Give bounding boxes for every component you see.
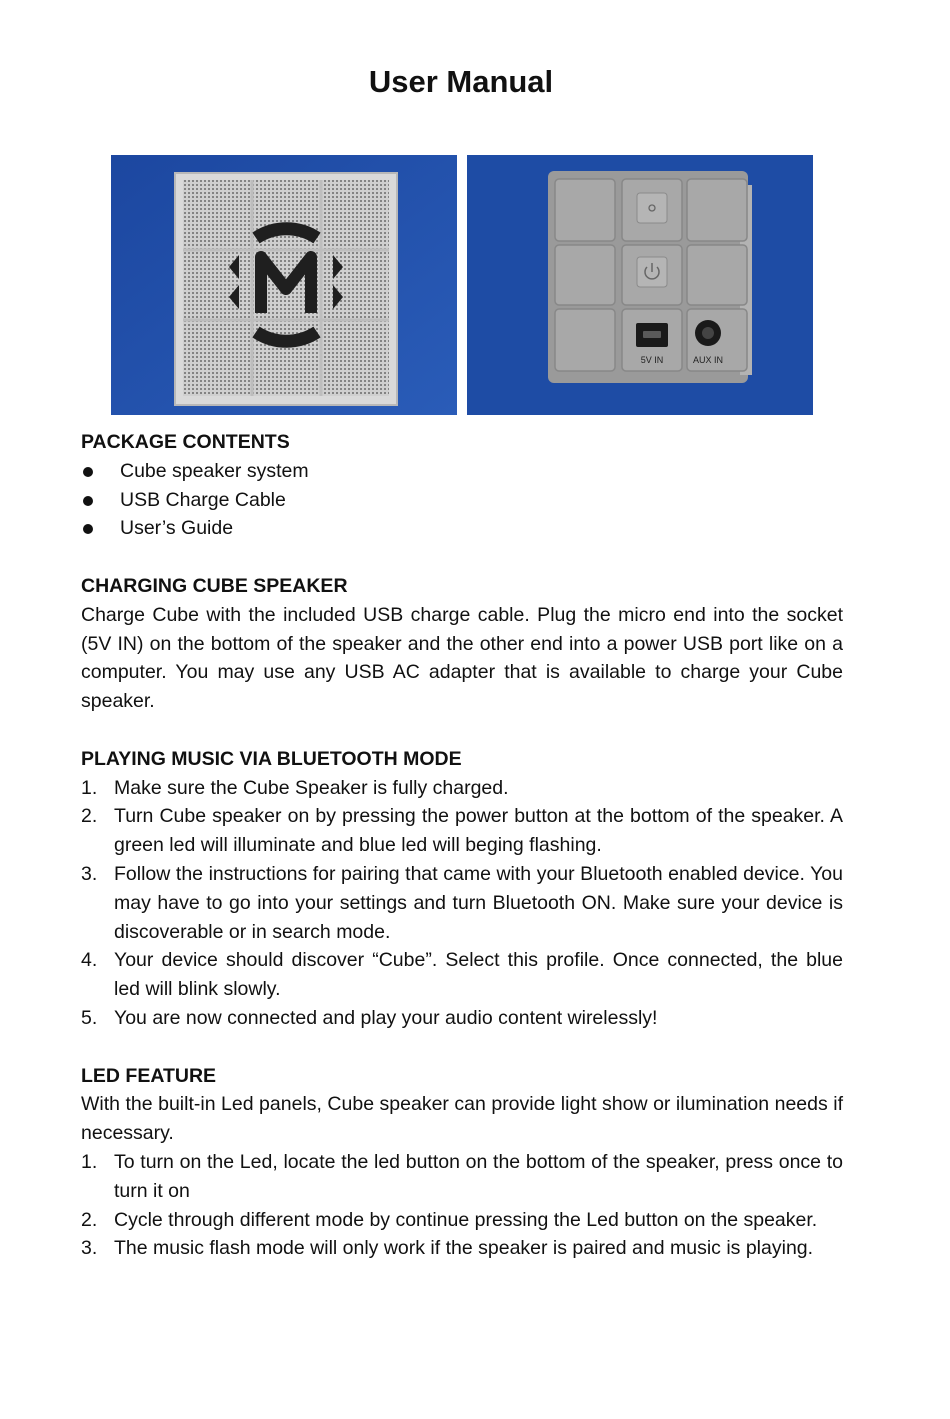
list-item-text: USB Charge Cable [120,488,286,511]
package-heading: PACKAGE CONTENTS [81,431,290,453]
step-text: The music flash mode will only work if the speaker is paired and music is playing. [114,1237,814,1260]
step-item: 5. You are now connected and play your audio content wirelessly! [81,1006,658,1029]
step-text: Your device should discover “Cube”. Select this profile. Once connected, the blue led will blink slowly. [114,949,843,1001]
bluetooth-heading: PLAYING MUSIC VIA BLUETOOTH MODE [81,747,462,770]
list-item [81,514,843,543]
page-title: User Manual [368,64,554,99]
bullet-icon [83,467,93,477]
package-list [81,457,843,543]
step-item: 1. To turn on the Led, locate the led button on the bottom of the speaker, press once to turn it on [81,1150,843,1202]
step-item: 1. Make sure the Cube Speaker is fully charged. [81,776,509,799]
step-item: 2. Turn Cube speaker on by pressing the power button at the bottom of the speaker. A green led will illuminate and blue led will beging flashing. [81,805,843,857]
bullet-icon [83,524,93,534]
step-item: 3. The music flash mode will only work if the speaker is paired and music is playing. [81,1237,814,1260]
bullet-icon [83,496,93,506]
led-heading: LED FEATURE [81,1064,217,1087]
list-item [81,486,843,515]
step-item: 2. Cycle through different mode by continue pressing the Led button on the speaker. [81,1208,818,1231]
charging-heading: CHARGING CUBE SPEAKER [81,574,348,597]
speaker-front-photo [111,155,457,415]
led-steps [81,1148,843,1263]
manual-content [81,428,843,1263]
step-text: Follow the instructions for pairing that came with your Bluetooth enabled device. You may have to go into your settings and turn Bluetooth ON. Make sure your device is discoverable or in search mode. [114,862,843,943]
step-text: You are now connected and play your audio content wirelessly! [114,1006,658,1029]
bluetooth-steps [81,774,843,1033]
step-text: Turn Cube speaker on by pressing the power button at the bottom of the speaker. A green led will illuminate and blue led will beging flashing. [114,805,843,857]
step-item: 4. Your device should discover “Cube”. Select this profile. Once connected, the blue led will blink slowly. [81,949,843,1001]
list-item-text: User’s Guide [120,517,234,540]
usb-port-label: 5V IN [640,355,664,365]
charging-text: Charge Cube with the included USB charge cable. Plug the micro end into the socket (5V IN) on the bottom of the speaker and the other end into a power USB port like on a computer. You may use any USB AC adapter that is available to charge your Cube speaker. [81,603,843,713]
step-text: Cycle through different mode by continue pressing the Led button on the speaker. [114,1208,818,1231]
speaker-back-photo [467,155,813,415]
aux-port-label: AUX IN [692,355,724,365]
step-item: 3. Follow the instructions for pairing that came with your Bluetooth enabled device. You may have to go into your settings and turn Bluetooth ON. Make sure your device is discoverable or in search mode. [81,862,843,943]
step-text: Make sure the Cube Speaker is fully charged. [114,776,509,799]
step-text: To turn on the Led, locate the led button on the bottom of the speaker, press once to turn it on [114,1150,843,1202]
list-item-text: Cube speaker system [120,459,309,482]
led-text: With the built-in Led panels, Cube speaker can provide light show or ilumination needs if necessary. [81,1093,843,1145]
list-item [81,457,843,486]
